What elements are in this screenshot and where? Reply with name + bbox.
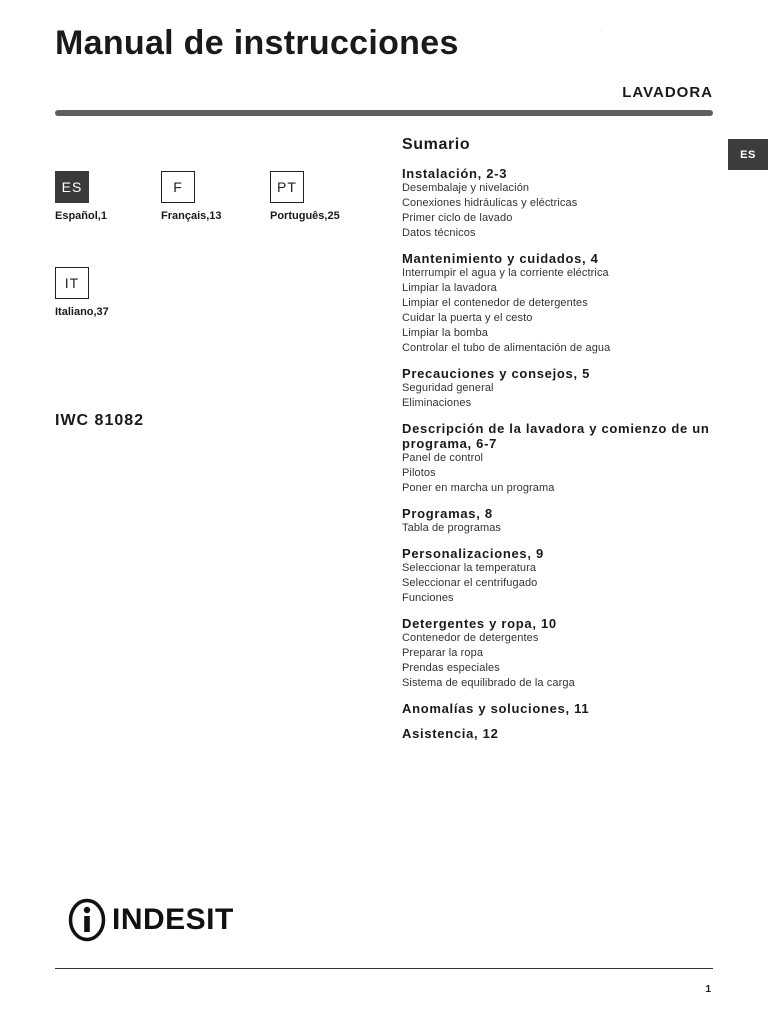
toc-subitem[interactable]: Tabla de programas: [402, 522, 502, 534]
toc-subitem[interactable]: Limpiar la lavadora: [402, 282, 497, 294]
footer-divider: [55, 968, 713, 969]
toc-subitem[interactable]: Poner en marcha un programa: [402, 482, 555, 494]
toc-subitem[interactable]: Preparar la ropa: [402, 647, 484, 659]
toc-subitem[interactable]: Sistema de equilibrado de la carga: [402, 677, 575, 689]
language-side-tab[interactable]: ES: [728, 139, 768, 170]
toc-section: [402, 506, 722, 536]
toc-heading: Sumario: [402, 136, 471, 153]
toc-section: [402, 166, 722, 241]
toc-subitem[interactable]: Prendas especiales: [402, 662, 500, 674]
toc-subitem[interactable]: Controlar el tubo de alimentación de agua: [402, 342, 611, 354]
toc-subitem[interactable]: Seguridad general: [402, 382, 494, 394]
toc-subitem[interactable]: Pilotos: [402, 467, 436, 479]
toc-section-title[interactable]: Personalizaciones, 9: [402, 546, 544, 561]
header-divider: [55, 110, 713, 116]
brand-logo-text: INDESIT: [112, 903, 234, 936]
language-code-box[interactable]: F: [161, 171, 195, 203]
brand-logo: [68, 898, 234, 942]
toc-section: [402, 421, 722, 496]
toc-section: [402, 726, 722, 741]
toc-subitem[interactable]: Limpiar la bomba: [402, 327, 488, 339]
toc-section-title[interactable]: Descripción de la lavadora y comienzo de un programa, 6-7: [402, 421, 710, 451]
toc-subitem[interactable]: Desembalaje y nivelación: [402, 182, 530, 194]
language-label: Italiano,37: [55, 306, 109, 318]
toc-sections: [402, 166, 722, 741]
toc-subitem[interactable]: Panel de control: [402, 452, 484, 464]
toc-section-title[interactable]: Instalación, 2-3: [402, 166, 508, 181]
toc-section-title[interactable]: Precauciones y consejos, 5: [402, 366, 591, 381]
toc-section: [402, 616, 722, 691]
toc-section: [402, 546, 722, 606]
page-title: Manual de instrucciones: [55, 24, 459, 62]
model-number: IWC 81082: [55, 412, 145, 429]
toc-section-title[interactable]: Detergentes y ropa, 10: [402, 616, 557, 631]
language-option-fr[interactable]: [161, 171, 222, 222]
language-code-box[interactable]: IT: [55, 267, 89, 299]
table-of-contents: [402, 136, 722, 751]
page-number: 1: [705, 984, 711, 995]
toc-subitem[interactable]: Limpiar el contenedor de detergentes: [402, 297, 588, 309]
language-code-box[interactable]: PT: [270, 171, 304, 203]
language-code-box[interactable]: ES: [55, 171, 89, 203]
language-option-pt[interactable]: [270, 171, 340, 222]
toc-section-title[interactable]: Programas, 8: [402, 506, 493, 521]
language-label: Português,25: [270, 210, 340, 222]
toc-section: [402, 251, 722, 356]
toc-subitem[interactable]: Datos técnicos: [402, 227, 476, 239]
toc-subitem[interactable]: Seleccionar la temperatura: [402, 562, 537, 574]
language-label: Français,13: [161, 210, 222, 222]
language-option-es[interactable]: [55, 171, 107, 222]
toc-section: [402, 701, 722, 716]
toc-section: [402, 366, 722, 411]
language-label: Español,1: [55, 210, 107, 222]
language-option-it[interactable]: [55, 267, 109, 318]
toc-subitem[interactable]: Contenedor de detergentes: [402, 632, 539, 644]
indesit-logo-icon: [68, 898, 106, 942]
toc-section-title[interactable]: Mantenimiento y cuidados, 4: [402, 251, 599, 266]
toc-subitem[interactable]: Interrumpir el agua y la corriente eléctrica: [402, 267, 609, 279]
toc-section-title[interactable]: Anomalías y soluciones, 11: [402, 701, 590, 716]
toc-subitem[interactable]: Cuidar la puerta y el cesto: [402, 312, 533, 324]
product-type: LAVADORA: [622, 84, 713, 101]
toc-subitem[interactable]: Primer ciclo de lavado: [402, 212, 513, 224]
toc-subitem[interactable]: Eliminaciones: [402, 397, 472, 409]
toc-subitem[interactable]: Seleccionar el centrifugado: [402, 577, 538, 589]
toc-subitem[interactable]: Funciones: [402, 592, 454, 604]
decorative-dot: ·: [600, 28, 602, 34]
toc-subitem[interactable]: Conexiones hidráulicas y eléctricas: [402, 197, 578, 209]
toc-section-title[interactable]: Asistencia, 12: [402, 726, 499, 741]
